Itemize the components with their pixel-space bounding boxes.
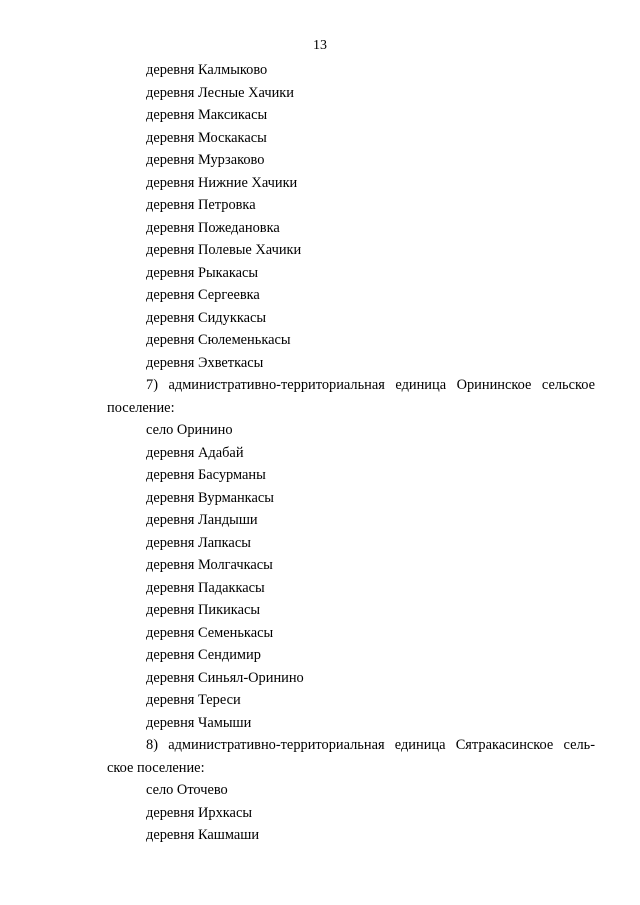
settlement-list-item: деревня Москакасы (146, 129, 267, 146)
settlement-list-item: деревня Нижние Хачики (146, 174, 298, 191)
page-number: 13 (313, 38, 327, 53)
settlement-list-item: деревня Максикасы (146, 107, 268, 123)
unit-heading-continuation: поселение: (107, 399, 175, 416)
settlement-list-item: деревня Ирхкасы (146, 804, 253, 821)
settlement-list-item: деревня Тереси (146, 692, 241, 708)
settlement-list-item: деревня Вурманкасы (146, 489, 274, 506)
unit-heading-paragraph: 7) административно-территориальная единица Орининское сельское (146, 377, 595, 393)
settlement-list-item: деревня Калмыково (146, 62, 268, 78)
settlement-list-item: деревня Эхветкасы (146, 354, 264, 371)
settlement-list-item: деревня Падаккасы (146, 579, 265, 596)
settlement-list-item: деревня Молгачкасы (146, 557, 273, 573)
settlement-list-item: деревня Лапкасы (146, 534, 251, 551)
settlement-list-item: село Оточево (146, 782, 228, 798)
settlement-list-item: село Оринино (146, 422, 233, 438)
settlement-list-item: деревня Полевые Хачики (146, 242, 302, 258)
settlement-list-item: деревня Сергеевка (146, 287, 260, 303)
settlement-list-item: деревня Петровка (146, 197, 256, 213)
settlement-list-item: деревня Лесные Хачики (146, 84, 294, 101)
settlement-list-item: деревня Кашмаши (146, 827, 260, 843)
unit-heading-continuation: ское поселение: (107, 759, 205, 776)
settlement-list-item: деревня Рыкакасы (146, 264, 259, 281)
settlement-list-item: деревня Синьял-Оринино (146, 669, 304, 686)
document-body (107, 59, 595, 847)
settlement-list-item: деревня Пожедановка (146, 219, 280, 236)
settlement-list-item: деревня Басурманы (146, 467, 266, 483)
settlement-list-item: деревня Сидуккасы (146, 309, 267, 326)
settlement-list-item: деревня Ландыши (146, 512, 258, 528)
settlement-list-item: деревня Чамыши (146, 714, 252, 731)
settlement-list-item: деревня Сюлеменькасы (146, 332, 291, 348)
settlement-list-item: деревня Семенькасы (146, 624, 274, 641)
settlement-list-item: деревня Адабай (146, 444, 244, 461)
settlement-list-item: деревня Мурзаково (146, 152, 265, 168)
settlement-list-item: деревня Сендимир (146, 647, 261, 663)
unit-heading-paragraph: 8) административно-территориальная единица Сятракасинское сель- (146, 737, 595, 753)
settlement-list-item: деревня Пикикасы (146, 602, 261, 618)
